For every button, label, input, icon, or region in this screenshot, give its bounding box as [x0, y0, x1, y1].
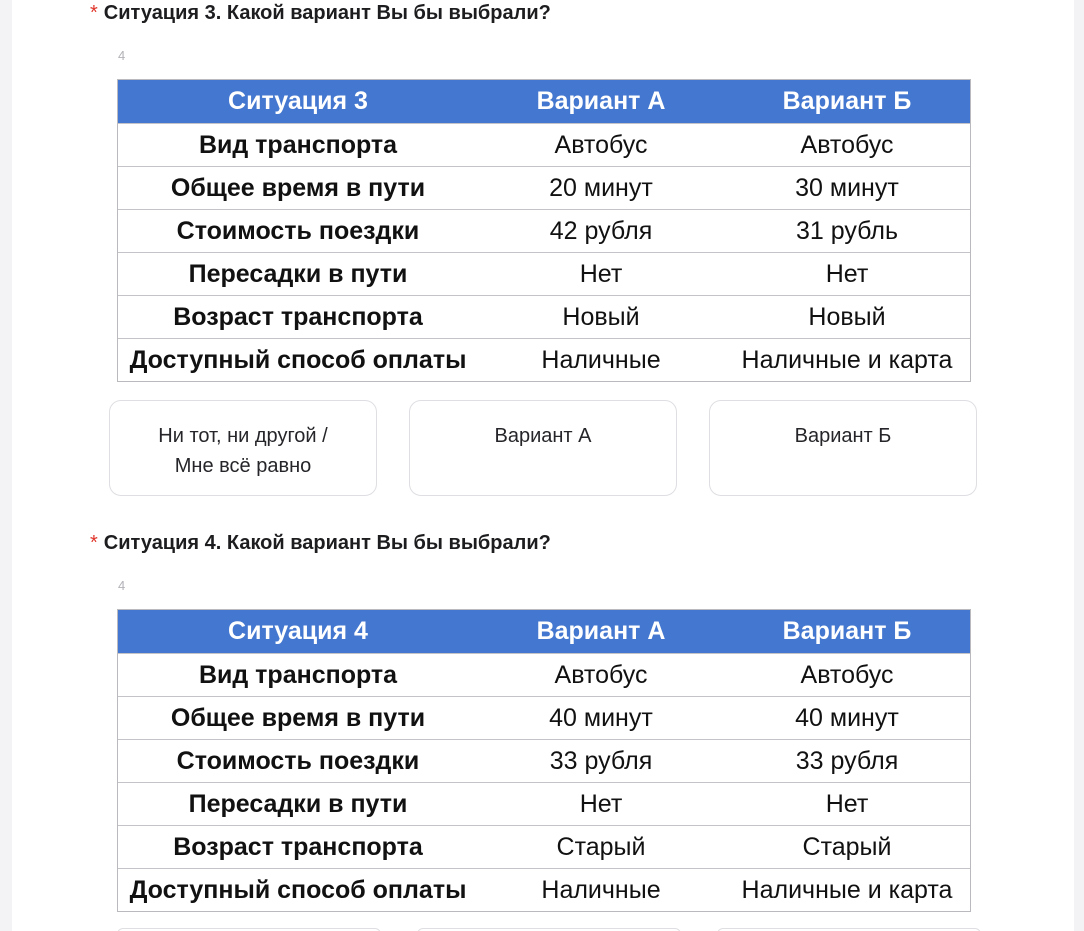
table-row	[118, 252, 970, 295]
table-header-cell: Вариант А	[536, 87, 666, 115]
question-title-text: Ситуация 3. Какой вариант Вы бы выбрали?	[103, 2, 551, 24]
table-cell: 42 рубля	[549, 216, 653, 245]
table-cell: Пересадки в пути	[188, 789, 408, 818]
table-header-row	[118, 610, 970, 653]
table-cell: Старый	[556, 832, 646, 861]
table-cell: 20 минут	[549, 173, 653, 202]
comparison-table-image	[117, 609, 971, 912]
option-label: Ни тот, ни другой /	[158, 425, 328, 447]
table-cell: Пересадки в пути	[188, 259, 408, 288]
table-cell: Доступный способ оплаты	[129, 345, 467, 374]
table-cell: 30 минут	[795, 173, 899, 202]
table-cell: Наличные	[541, 345, 661, 374]
option-label: Мне всё равно	[174, 455, 312, 477]
answer-options	[109, 400, 979, 498]
option-variant-b-button[interactable]	[709, 400, 977, 496]
table-row	[118, 696, 970, 739]
table-cell: Автобус	[800, 130, 894, 159]
table-row	[118, 868, 970, 911]
table-cell: Возраст транспорта	[173, 832, 423, 861]
table-cell: Наличные	[541, 875, 661, 904]
table-row	[118, 825, 970, 868]
table-cell: Нет	[825, 789, 869, 818]
survey-card	[12, 0, 1074, 931]
table-header-row	[118, 80, 970, 123]
table-cell: Наличные и карта	[741, 345, 953, 374]
table-cell: 40 минут	[549, 703, 653, 732]
table-header-cell: Вариант А	[536, 617, 666, 645]
table-cell: Стоимость поездки	[176, 216, 420, 245]
table-cell: Автобус	[554, 130, 648, 159]
table-row	[118, 782, 970, 825]
question-hint: 4	[118, 48, 126, 63]
table-cell: Возраст транспорта	[173, 302, 423, 331]
required-mark: *	[90, 532, 98, 554]
table-row	[118, 123, 970, 166]
table-cell: Нет	[579, 259, 623, 288]
table-row	[118, 166, 970, 209]
table-cell: Стоимость поездки	[176, 746, 420, 775]
table-header-cell: Вариант Б	[782, 617, 912, 645]
table-cell: 33 рубля	[795, 746, 899, 775]
table-row	[118, 653, 970, 696]
question-title	[90, 2, 551, 25]
table-header-cell: Ситуация 3	[228, 87, 368, 115]
comparison-table-image	[117, 79, 971, 382]
table-row	[118, 295, 970, 338]
table-cell: Старый	[802, 832, 892, 861]
table-cell: 40 минут	[795, 703, 899, 732]
table-cell: Наличные и карта	[741, 875, 953, 904]
table-cell: Нет	[579, 789, 623, 818]
table-cell: Новый	[562, 302, 640, 331]
option-variant-a-button[interactable]	[409, 400, 677, 496]
table-cell: Общее время в пути	[170, 173, 426, 202]
option-label: Вариант А	[494, 425, 592, 447]
table-cell: Доступный способ оплаты	[129, 875, 467, 904]
question-hint: 4	[118, 578, 126, 593]
table-cell: Общее время в пути	[170, 703, 426, 732]
table-row	[118, 209, 970, 252]
question-title-text: Ситуация 4. Какой вариант Вы бы выбрали?	[103, 532, 551, 554]
table-row	[118, 338, 970, 381]
table-header-cell: Ситуация 4	[228, 617, 368, 645]
table-cell: Вид транспорта	[198, 660, 398, 689]
table-row	[118, 739, 970, 782]
option-neither-button[interactable]	[109, 400, 377, 496]
table-cell: Нет	[825, 259, 869, 288]
required-mark: *	[90, 2, 98, 24]
table-cell: Вид транспорта	[198, 130, 398, 159]
option-label: Вариант Б	[794, 425, 892, 447]
table-cell: Автобус	[800, 660, 894, 689]
table-cell: Автобус	[554, 660, 648, 689]
table-cell: 31 рубль	[796, 216, 898, 245]
table-cell: Новый	[808, 302, 886, 331]
table-cell: 33 рубля	[549, 746, 653, 775]
question-title	[90, 532, 551, 555]
table-header-cell: Вариант Б	[782, 87, 912, 115]
